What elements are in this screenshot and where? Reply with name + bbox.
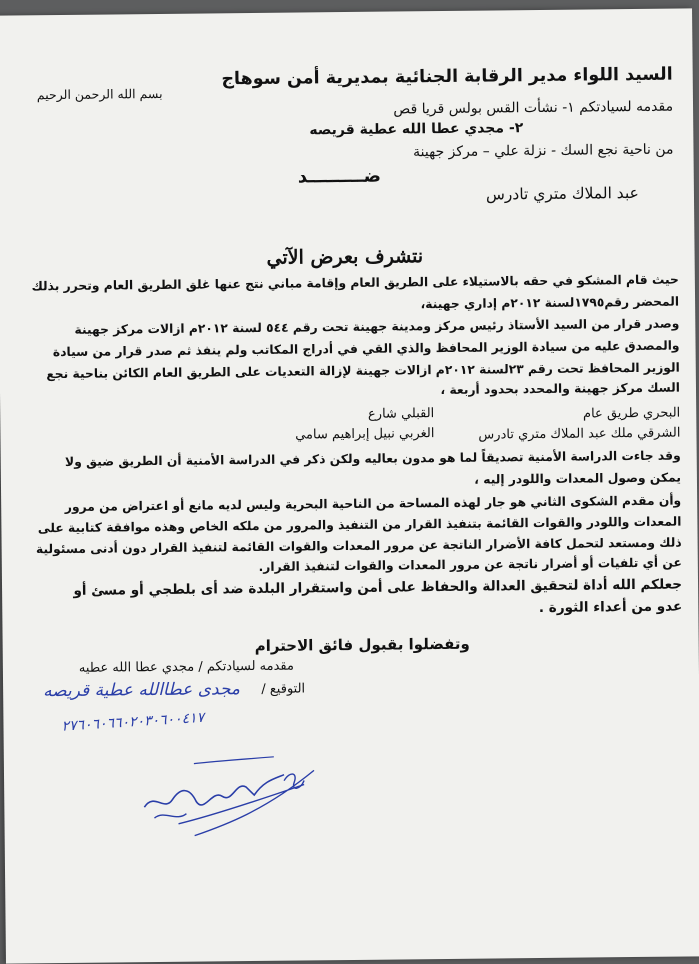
signature-label: التوقيع / (262, 681, 307, 697)
body-line-5: الوزير المحافظ تحت رقم ٢٣لسنة ٢٠١٢م ازالات جهينة لإزالة التعديات على الطريق العام الكائن بناحية نجع (47, 360, 681, 382)
boundary-east: الشرقي ملك عبد الملاك متري تادرس (479, 425, 682, 443)
prayer-line-1: جعلكم الله أداة لتحقيق العدالة والحفاظ على أمن واستقرار البلدة ضد أى بلطجي أو مسئ أو (74, 576, 684, 599)
document-page (0, 8, 699, 963)
heading-honor: نتشرف بعرض الآتي (267, 245, 425, 269)
handwritten-name: مجدى عطاالله عطية قريصه (44, 679, 242, 702)
against-label: ضـــــــــد (298, 165, 383, 188)
boundary-west: الغربي نبيل إبراهيم سامي (296, 426, 436, 443)
body2-line-3: وأن مقدم الشكوى الثاني هو جار لهذه المساحة من الناحية البحرية وليس لديه مانع أو اعتراض من مرور (65, 493, 683, 514)
body-line-2: المحضر رقم١٧٩٥لسنة ٢٠١٢م إداري جهينة، (421, 294, 681, 312)
body2-line-2: يمكن وصول المعدات واللودر إليه ، (475, 470, 683, 487)
body-line-4: والمصدق عليه من سيادة الوزير المحافظ والذي القي في أدراج المكاتب ولم ينفذ ثم صدر قرار من سيادة (53, 338, 681, 360)
boundary-south: القبلي شارع (368, 406, 436, 422)
body2-line-4: المعدات واللودر والقوات القائمة بتنفيذ القرار من التنفيذ والمرور من ملكه الخاص وهذه موافقة كتابية على (38, 514, 683, 536)
defendant-name: عبد الملاك متري تادرس (486, 183, 640, 204)
prayer-line-2: عدو من أعداء الثورة . (539, 598, 684, 617)
body-line-1: حيث قام المشكو في حقه بالاستيلاء على الطريق العام وإقامة مباني نتج عنها غلق الطريق العام وتحرر بذلك (32, 272, 680, 294)
body2-line-5: ذلك ومستعد لتحمل كافة الأضرار الناتجة عن مرور المعدات والقوات القائمة لتنفيذ القرار دون أدنى مسئولية (36, 535, 683, 557)
boundary-north: البحري طريق عام (583, 405, 682, 422)
basmala: بسم الله الرحمن الرحيم (37, 85, 164, 103)
submitter-line: مقدمه لسيادتكم / مجدي عطا الله عطيه (79, 658, 296, 676)
body-line-3: وصدر قرار من السيد الأستاذ رئيس مركز ومدينة جهينة تحت رقم ٥٤٤ لسنة ٢٠١٢م ازالات مركز جهينة (75, 316, 681, 337)
body2-line-1: وقد جاءت الدراسة الأمنية تصديقاً لما هو مدون بعاليه ولكن ذكر في الدراسة الأمنية أن الطريق ضيق ولا (65, 448, 682, 469)
body2-line-6: عن أي تلفيات أو أضرار ناتجة عن مرور المعدات والقوات لتنفيذ القرار. (259, 555, 683, 574)
signature-scribble (135, 750, 326, 842)
applicant-line-3: من ناحية نجع السك - نزلة علي – مركز جهينة (414, 141, 675, 161)
applicant-line-1: مقدمه لسيادتكم ١- نشأت القس بولس قريا قص (394, 98, 675, 118)
applicant-line-2: ٢- مجدي عطا الله عطية قريصه (310, 120, 525, 139)
body-line-6: السك مركز جهينة والمحدد بحدود أربعة ، (441, 380, 682, 398)
addressee-line: السيد اللواء مدير الرقابة الجنائية بمديرية أمن سوهاج (222, 64, 674, 90)
closing-line: وتفضلوا بقبول فائق الاحترام (255, 634, 471, 655)
handwritten-number: ٢٧٦٠٦٠٦٦٠٢٠٣٠٦٠٠٤١٧ (62, 709, 206, 735)
